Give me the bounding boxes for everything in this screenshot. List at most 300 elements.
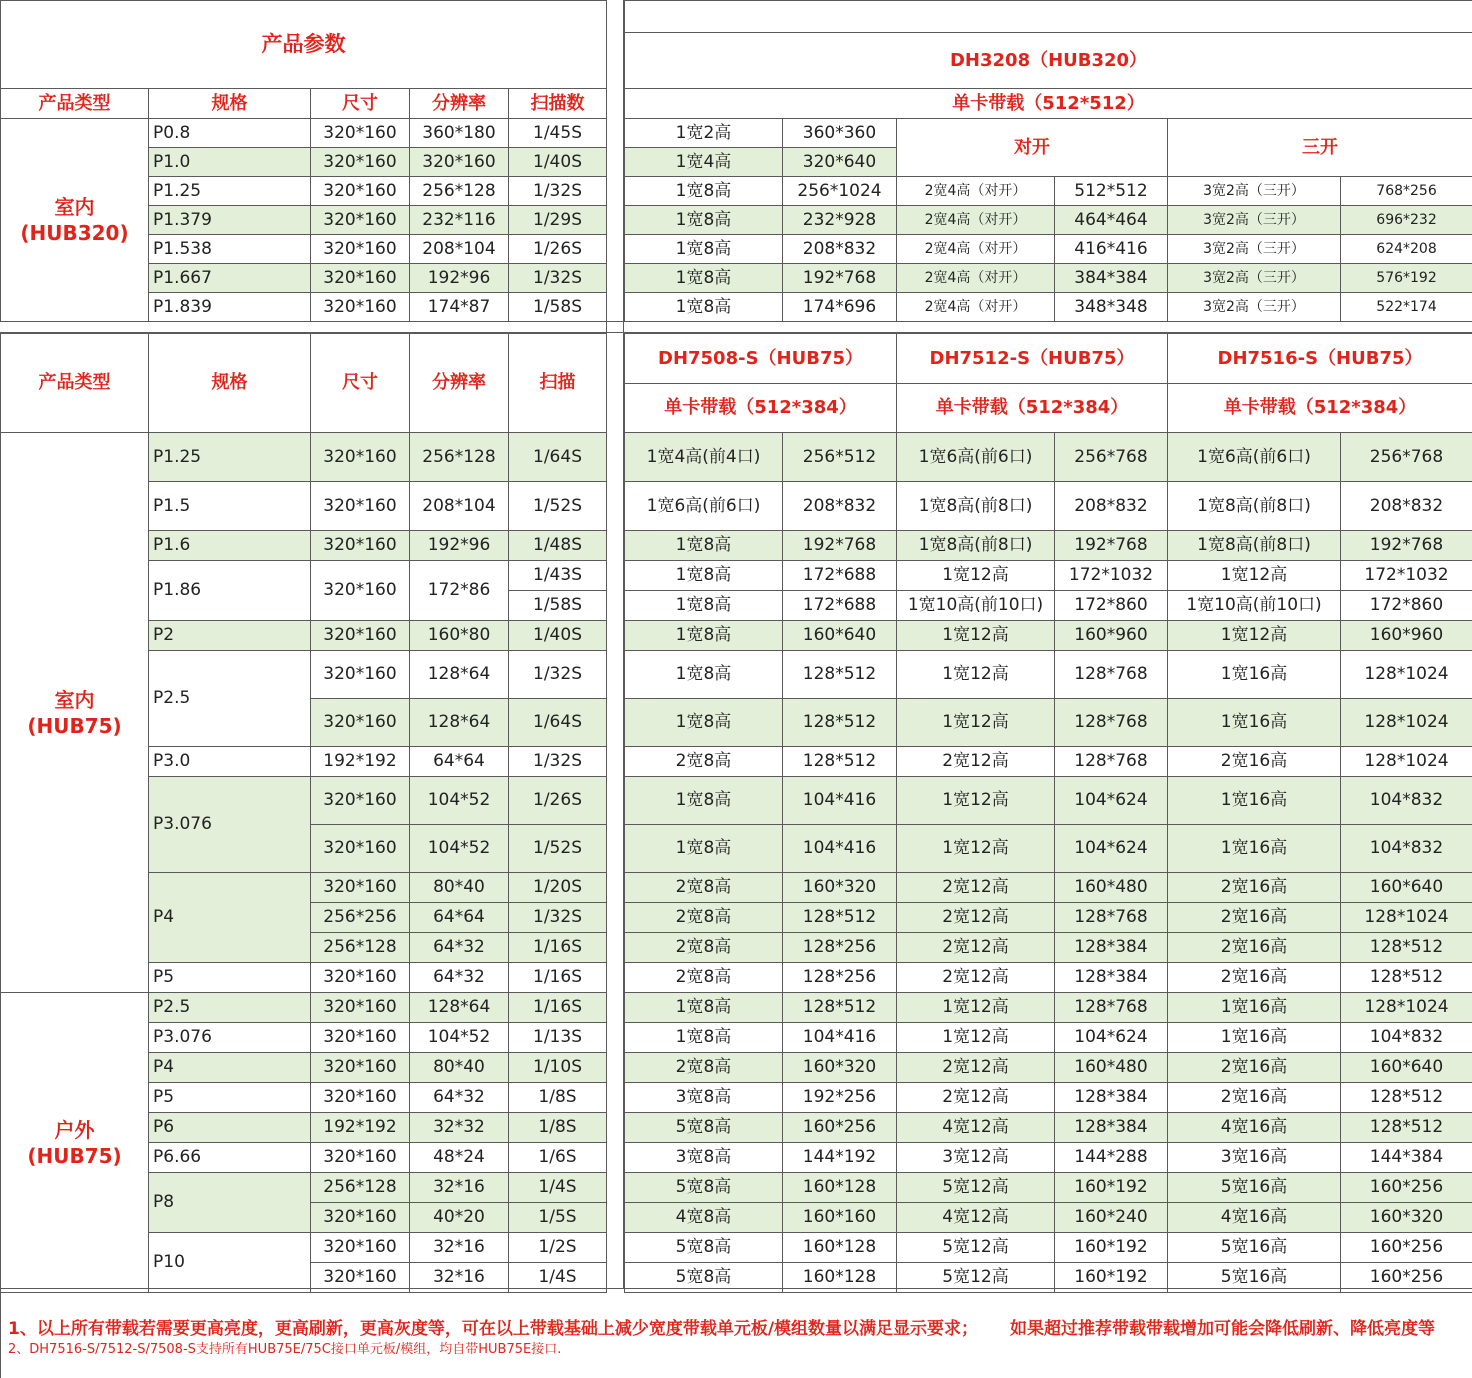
table-row [625, 777, 1472, 825]
scan-cell: 1/26S [509, 777, 607, 825]
table-title: 产品参数 [1, 1, 607, 89]
size-cell: 320*160 [311, 873, 410, 903]
layout-cell: 1宽8高 [625, 825, 783, 873]
spec-cell: P10 [149, 1233, 311, 1293]
scan-cell: 1/13S [509, 1023, 607, 1053]
load-cell: 160*256 [1341, 1263, 1472, 1293]
scan-cell: 1/58S [509, 293, 607, 322]
layout-cell: 1宽6高(前6口) [1168, 433, 1341, 482]
res-cell: 232*116 [410, 206, 509, 235]
split3-layout-cell: 3宽2高（三开） [1168, 177, 1341, 206]
layout-cell: 3宽16高 [1168, 1143, 1341, 1173]
layout-cell: 1宽8高 [625, 651, 783, 699]
res-cell: 360*180 [410, 119, 509, 148]
spec-cell: P5 [149, 963, 311, 993]
layout-cell: 2宽8高 [625, 903, 783, 933]
size-cell: 320*160 [311, 235, 410, 264]
table-row [625, 747, 1472, 777]
scan-cell: 1/32S [509, 651, 607, 699]
load-cell: 128*512 [1341, 1083, 1472, 1113]
layout-cell: 1宽6高(前6口) [625, 482, 783, 531]
size-cell: 256*256 [311, 903, 410, 933]
scan-cell: 1/64S [509, 699, 607, 747]
load-cell: 208*832 [783, 482, 897, 531]
size-cell: 320*160 [311, 1263, 410, 1293]
load-cell: 160*640 [1341, 873, 1472, 903]
layout-cell: 1宽12高 [897, 777, 1055, 825]
load-cell: 128*256 [783, 933, 897, 963]
load-header: 单卡带载（512*384） [897, 384, 1168, 433]
res-cell: 128*64 [410, 651, 509, 699]
layout-cell: 1宽12高 [897, 621, 1055, 651]
layout-cell: 5宽8高 [625, 1173, 783, 1203]
scan-cell: 1/20S [509, 873, 607, 903]
layout-cell: 5宽8高 [625, 1233, 783, 1263]
layout-cell: 5宽12高 [897, 1233, 1055, 1263]
layout-cell: 1宽8高 [625, 1023, 783, 1053]
load-cell: 160*960 [1055, 621, 1168, 651]
spec-cell: P1.538 [149, 235, 311, 264]
layout-cell: 1宽8高 [625, 621, 783, 651]
res-cell: 64*64 [410, 747, 509, 777]
layout-cell: 1宽8高 [625, 264, 783, 293]
scan-cell: 1/8S [509, 1113, 607, 1143]
res-cell: 32*16 [410, 1263, 509, 1293]
load-cell: 160*128 [783, 1263, 897, 1293]
spec-cell: P2.5 [149, 651, 311, 747]
load-cell: 172*1032 [1055, 561, 1168, 591]
layout-cell: 2宽12高 [897, 1083, 1055, 1113]
split2-layout-cell: 2宽4高（对开） [897, 293, 1055, 322]
size-cell: 320*160 [311, 1203, 410, 1233]
res-cell: 160*80 [410, 621, 509, 651]
split3-load-cell: 576*192 [1341, 264, 1472, 293]
scan-cell: 1/4S [509, 1263, 607, 1293]
horizontal-separator [0, 321, 1472, 333]
column-header: 分辨率 [410, 334, 509, 433]
spec-cell: P3.076 [149, 777, 311, 873]
load-cell: 160*160 [783, 1203, 897, 1233]
layout-cell: 1宽4高(前4口) [625, 433, 783, 482]
size-cell: 320*160 [311, 1053, 410, 1083]
spec-cell: P1.5 [149, 482, 311, 531]
size-cell: 320*160 [311, 148, 410, 177]
load-cell: 160*320 [783, 1053, 897, 1083]
layout-cell: 1宽8高 [625, 293, 783, 322]
spec-cell: P4 [149, 1053, 311, 1083]
spec-cell: P1.25 [149, 433, 311, 482]
load-cell: 192*768 [783, 264, 897, 293]
layout-cell: 2宽8高 [625, 933, 783, 963]
spec-cell: P2 [149, 621, 311, 651]
scan-cell: 1/64S [509, 433, 607, 482]
res-cell: 192*96 [410, 531, 509, 561]
res-cell: 208*104 [410, 482, 509, 531]
load-cell: 160*480 [1055, 1053, 1168, 1083]
table-row [625, 825, 1472, 873]
layout-cell: 1宽16高 [1168, 1023, 1341, 1053]
load-cell: 104*624 [1055, 1023, 1168, 1053]
scan-cell: 1/48S [509, 531, 607, 561]
load-cell: 232*928 [783, 206, 897, 235]
load-cell: 128*512 [1341, 933, 1472, 963]
layout-cell: 2宽12高 [897, 1053, 1055, 1083]
size-cell: 320*160 [311, 1023, 410, 1053]
size-cell: 320*160 [311, 119, 410, 148]
hub320-params-table [0, 0, 607, 322]
load-cell: 172*860 [1341, 591, 1472, 621]
category-cell-outdoor: 户外 (HUB75) [1, 993, 149, 1293]
res-cell: 128*64 [410, 699, 509, 747]
layout-cell: 2宽8高 [625, 873, 783, 903]
scan-cell: 1/10S [509, 1053, 607, 1083]
load-cell: 320*640 [783, 148, 897, 177]
layout-cell: 1宽16高 [1168, 651, 1341, 699]
load-cell: 128*384 [1055, 1083, 1168, 1113]
res-cell: 104*52 [410, 777, 509, 825]
layout-cell: 2宽16高 [1168, 1053, 1341, 1083]
load-cell: 208*832 [1341, 482, 1472, 531]
blank-cell [625, 1, 1472, 33]
size-cell: 320*160 [311, 482, 410, 531]
load-cell: 256*1024 [783, 177, 897, 206]
layout-cell: 1宽6高(前6口) [897, 433, 1055, 482]
split2-load-cell: 348*348 [1055, 293, 1168, 322]
spec-cell: P3.0 [149, 747, 311, 777]
table-row [625, 1023, 1472, 1053]
split2-load-cell: 464*464 [1055, 206, 1168, 235]
layout-cell: 1宽12高 [897, 993, 1055, 1023]
note-2: 2、DH7516-S/7512-S/7508-S支持所有HUB75E/75C接口单元板/模组，均自带HUB75E接口. [8, 1342, 562, 1357]
scan-cell: 1/16S [509, 963, 607, 993]
scan-cell: 1/29S [509, 206, 607, 235]
layout-cell: 2宽16高 [1168, 747, 1341, 777]
size-cell: 320*160 [311, 433, 410, 482]
res-cell: 104*52 [410, 1023, 509, 1053]
table-row [625, 699, 1472, 747]
layout-cell: 5宽16高 [1168, 1263, 1341, 1293]
size-cell: 320*160 [311, 264, 410, 293]
layout-cell: 2宽16高 [1168, 1083, 1341, 1113]
layout-cell: 5宽8高 [625, 1263, 783, 1293]
load-cell: 128*512 [783, 747, 897, 777]
res-cell: 32*16 [410, 1173, 509, 1203]
dh3208-load-table [624, 0, 1472, 322]
table-row [625, 1173, 1472, 1203]
load-cell: 104*416 [783, 777, 897, 825]
spec-cell: P4 [149, 873, 311, 963]
model-header: DH3208（HUB320） [625, 33, 1472, 89]
layout-cell: 1宽8高(前8口) [897, 531, 1055, 561]
load-cell: 144*384 [1341, 1143, 1472, 1173]
layout-cell: 1宽8高 [625, 591, 783, 621]
layout-cell: 1宽12高 [1168, 621, 1341, 651]
column-header: 产品类型 [1, 334, 149, 433]
spec-cell: P1.379 [149, 206, 311, 235]
scan-cell: 1/6S [509, 1143, 607, 1173]
scan-cell: 1/2S [509, 1233, 607, 1263]
load-cell: 104*832 [1341, 1023, 1472, 1053]
load-cell: 128*512 [1341, 963, 1472, 993]
load-cell: 128*768 [1055, 993, 1168, 1023]
table-row [625, 1113, 1472, 1143]
load-cell: 160*192 [1055, 1233, 1168, 1263]
load-cell: 128*1024 [1341, 903, 1472, 933]
split3-layout-cell: 3宽2高（三开） [1168, 264, 1341, 293]
res-cell: 64*32 [410, 1083, 509, 1113]
load-cell: 104*624 [1055, 825, 1168, 873]
res-cell: 80*40 [410, 1053, 509, 1083]
spec-cell: P2.5 [149, 993, 311, 1023]
load-cell: 104*416 [783, 1023, 897, 1053]
layout-cell: 1宽8高 [625, 699, 783, 747]
load-cell: 128*1024 [1341, 993, 1472, 1023]
load-cell: 128*512 [1341, 1113, 1472, 1143]
vertical-separator [606, 0, 624, 1288]
load-header: 单卡带载（512*384） [1168, 384, 1472, 433]
size-cell: 320*160 [311, 206, 410, 235]
category-cell-indoor: 室内 (HUB75) [1, 433, 149, 993]
note-1: 1、以上所有带载若需要更高亮度，更高刷新，更高灰度等，可在以上带载基础上减少宽度带载单元板/模组数量以满足显示要求； [8, 1319, 979, 1339]
layout-cell: 1宽10高(前10口) [897, 591, 1055, 621]
layout-cell: 1宽16高 [1168, 777, 1341, 825]
res-cell: 128*64 [410, 993, 509, 1023]
size-cell: 320*160 [311, 825, 410, 873]
size-cell: 320*160 [311, 293, 410, 322]
layout-cell: 5宽12高 [897, 1173, 1055, 1203]
split3-layout-cell: 3宽2高（三开） [1168, 293, 1341, 322]
spec-cell: P1.839 [149, 293, 311, 322]
column-header: 产品类型 [1, 89, 149, 119]
spec-cell: P1.0 [149, 148, 311, 177]
res-cell: 256*128 [410, 177, 509, 206]
split2-layout-cell: 2宽4高（对开） [897, 177, 1055, 206]
table-row [625, 293, 1472, 322]
load-cell: 256*768 [1341, 433, 1472, 482]
load-cell: 128*768 [1055, 903, 1168, 933]
table-row [625, 651, 1472, 699]
load-cell: 128*384 [1055, 1113, 1168, 1143]
column-header: 扫描数 [509, 89, 607, 119]
scan-cell: 1/52S [509, 825, 607, 873]
res-cell: 208*104 [410, 235, 509, 264]
table-row [625, 933, 1472, 963]
column-header: 规格 [149, 89, 311, 119]
layout-cell: 1宽16高 [1168, 993, 1341, 1023]
table-row [1, 119, 607, 148]
load-cell: 128*512 [783, 651, 897, 699]
load-cell: 128*768 [1055, 747, 1168, 777]
size-cell: 320*160 [311, 1233, 410, 1263]
dh75-load-table [624, 333, 1472, 1293]
split2-load-cell: 384*384 [1055, 264, 1168, 293]
load-cell: 174*696 [783, 293, 897, 322]
layout-cell: 1宽12高 [897, 825, 1055, 873]
layout-cell: 4宽8高 [625, 1203, 783, 1233]
layout-cell: 1宽8高 [625, 235, 783, 264]
model-header: DH7516-S（HUB75） [1168, 334, 1472, 384]
load-cell: 160*320 [783, 873, 897, 903]
column-header: 规格 [149, 334, 311, 433]
layout-cell: 1宽8高 [625, 177, 783, 206]
res-cell: 172*86 [410, 561, 509, 621]
load-cell: 160*256 [1341, 1233, 1472, 1263]
size-cell: 320*160 [311, 993, 410, 1023]
table-row [625, 235, 1472, 264]
layout-cell: 1宽12高 [897, 1023, 1055, 1053]
scan-cell: 1/32S [509, 903, 607, 933]
layout-cell: 2宽16高 [1168, 933, 1341, 963]
column-header: 尺寸 [311, 334, 410, 433]
layout-cell: 1宽4高 [625, 148, 783, 177]
res-cell: 64*32 [410, 963, 509, 993]
load-header: 单卡带载（512*384） [625, 384, 897, 433]
load-cell: 128*1024 [1341, 651, 1472, 699]
layout-cell: 2宽16高 [1168, 873, 1341, 903]
model-header: DH7512-S（HUB75） [897, 334, 1168, 384]
split3-load-cell: 522*174 [1341, 293, 1472, 322]
layout-cell: 1宽2高 [625, 119, 783, 148]
table-row [625, 903, 1472, 933]
layout-cell: 2宽12高 [897, 747, 1055, 777]
load-cell: 160*640 [1341, 1053, 1472, 1083]
layout-cell: 2宽8高 [625, 747, 783, 777]
split3-layout-cell: 3宽2高（三开） [1168, 235, 1341, 264]
load-cell: 256*768 [1055, 433, 1168, 482]
split2-layout-cell: 2宽4高（对开） [897, 235, 1055, 264]
layout-cell: 3宽12高 [897, 1143, 1055, 1173]
spec-cell: P1.6 [149, 531, 311, 561]
split2-header: 对开 [897, 119, 1168, 177]
load-cell: 160*320 [1341, 1203, 1472, 1233]
layout-cell: 1宽12高 [897, 561, 1055, 591]
split3-load-cell: 696*232 [1341, 206, 1472, 235]
layout-cell: 1宽12高 [897, 651, 1055, 699]
layout-cell: 1宽8高 [625, 561, 783, 591]
table-row [625, 873, 1472, 903]
load-cell: 208*832 [1055, 482, 1168, 531]
load-cell: 128*512 [783, 699, 897, 747]
table-row [625, 206, 1472, 235]
load-cell: 128*768 [1055, 651, 1168, 699]
size-cell: 256*128 [311, 933, 410, 963]
spec-cell: P6.66 [149, 1143, 311, 1173]
table-row [625, 1143, 1472, 1173]
layout-cell: 1宽10高(前10口) [1168, 591, 1341, 621]
load-cell: 192*256 [783, 1083, 897, 1113]
layout-cell: 1宽12高 [897, 699, 1055, 747]
load-cell: 104*416 [783, 825, 897, 873]
split2-layout-cell: 2宽4高（对开） [897, 206, 1055, 235]
split2-layout-cell: 2宽4高（对开） [897, 264, 1055, 293]
scan-cell: 1/8S [509, 1083, 607, 1113]
spec-cell: P6 [149, 1113, 311, 1143]
scan-cell: 1/32S [509, 264, 607, 293]
table-row [1, 433, 607, 482]
column-header: 扫描 [509, 334, 607, 433]
layout-cell: 5宽12高 [897, 1263, 1055, 1293]
table-row [625, 993, 1472, 1023]
layout-cell: 2宽12高 [897, 963, 1055, 993]
layout-cell: 2宽8高 [625, 1053, 783, 1083]
scan-cell: 1/32S [509, 747, 607, 777]
load-cell: 192*768 [1341, 531, 1472, 561]
load-cell: 160*256 [783, 1113, 897, 1143]
layout-cell: 2宽12高 [897, 873, 1055, 903]
layout-cell: 5宽16高 [1168, 1173, 1341, 1203]
size-cell: 320*160 [311, 1083, 410, 1113]
load-cell: 104*624 [1055, 777, 1168, 825]
table-row [625, 1233, 1472, 1263]
size-cell: 320*160 [311, 963, 410, 993]
layout-cell: 1宽16高 [1168, 825, 1341, 873]
load-cell: 160*128 [783, 1173, 897, 1203]
split3-layout-cell: 3宽2高（三开） [1168, 206, 1341, 235]
split2-load-cell: 512*512 [1055, 177, 1168, 206]
load-cell: 172*688 [783, 561, 897, 591]
load-cell: 160*960 [1341, 621, 1472, 651]
res-cell: 32*16 [410, 1233, 509, 1263]
layout-cell: 2宽16高 [1168, 963, 1341, 993]
layout-cell: 1宽16高 [1168, 699, 1341, 747]
layout-cell: 3宽8高 [625, 1143, 783, 1173]
size-cell: 320*160 [311, 177, 410, 206]
load-cell: 144*192 [783, 1143, 897, 1173]
layout-cell: 5宽8高 [625, 1113, 783, 1143]
size-cell: 320*160 [311, 699, 410, 747]
load-cell: 128*1024 [1341, 699, 1472, 747]
layout-cell: 4宽12高 [897, 1113, 1055, 1143]
load-cell: 256*512 [783, 433, 897, 482]
column-header: 分辨率 [410, 89, 509, 119]
size-cell: 256*128 [311, 1173, 410, 1203]
size-cell: 320*160 [311, 1143, 410, 1173]
layout-cell: 5宽16高 [1168, 1233, 1341, 1263]
res-cell: 64*32 [410, 933, 509, 963]
scan-cell: 1/32S [509, 177, 607, 206]
table-row [625, 963, 1472, 993]
load-cell: 160*192 [1055, 1173, 1168, 1203]
res-cell: 320*160 [410, 148, 509, 177]
layout-cell: 3宽8高 [625, 1083, 783, 1113]
layout-cell: 1宽8高 [625, 993, 783, 1023]
table-row [625, 591, 1472, 621]
load-cell: 104*832 [1341, 825, 1472, 873]
spec-cell: P1.25 [149, 177, 311, 206]
scan-cell: 1/58S [509, 591, 607, 621]
load-cell: 128*384 [1055, 933, 1168, 963]
table-row [625, 531, 1472, 561]
scan-cell: 1/4S [509, 1173, 607, 1203]
res-cell: 192*96 [410, 264, 509, 293]
table-row [625, 561, 1472, 591]
size-cell: 320*160 [311, 531, 410, 561]
res-cell: 104*52 [410, 825, 509, 873]
scan-cell: 1/52S [509, 482, 607, 531]
table-row [625, 264, 1472, 293]
load-cell: 160*640 [783, 621, 897, 651]
load-cell: 172*1032 [1341, 561, 1472, 591]
size-cell: 320*160 [311, 651, 410, 699]
layout-cell: 1宽8高(前8口) [1168, 482, 1341, 531]
res-cell: 40*20 [410, 1203, 509, 1233]
load-cell: 128*1024 [1341, 747, 1472, 777]
res-cell: 64*64 [410, 903, 509, 933]
layout-cell: 4宽12高 [897, 1203, 1055, 1233]
scan-cell: 1/26S [509, 235, 607, 264]
load-cell: 160*128 [783, 1233, 897, 1263]
scan-cell: 1/5S [509, 1203, 607, 1233]
